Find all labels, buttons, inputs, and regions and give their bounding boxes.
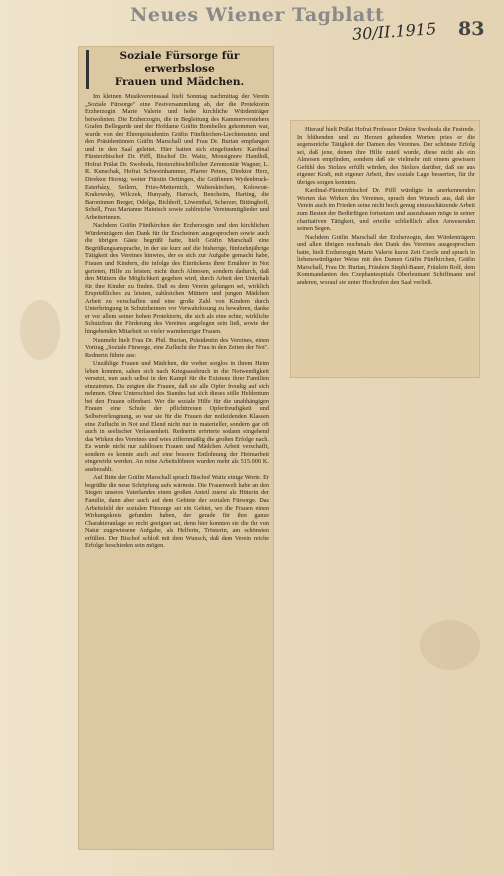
clipping-column-2 xyxy=(290,120,480,378)
headline-line-1: Soziale Fürsorge für erwerbslose xyxy=(119,50,240,75)
handwritten-date: 30/II.1915 xyxy=(351,19,437,44)
paragraph: Unzählige Frauen und Mädchen, die vorher sorglos in ihrem Heim leben konnten, sahen sich nach Kriegsausbruch in die Notwendigkeit versetzt, nun auch selbst in den Kampf für die Existenz ihrer Familien einzutreten. Da zeigten die Frauen, daß sie alle Opfer freudig auf sich nehmen. Ohne Unterschied des Standes hat sich dieses stille Heldentum bei den Frauen offenbart. Wer die soziale Hilfe für die unabhängigen Frauen eine Schule der pflichttreuen Opferfreudigkeit und Selbstverleugnung, so war sie für die Frauen der notleidenden Klassen eine Zuflucht in Not und Elend nicht nur in materieller, sondern gar oft auch in seelischer Verlassenheit. Rednerin erörterte sodann eingehend das Wirken des Vereines und wies ziffernmäßig die großen Erfolge nach. Es wurde nicht nur zahllosen Frauen und Mädchen Arbeit verschafft, sondern es konnte auch auf eine bessere Entlohnung der Heimarbeit eingewirkt werden. An reine Arbeitslöhnen wurden mehr als 515.000 K. ausbezahlt. xyxy=(85,360,269,473)
article-headline xyxy=(86,50,268,89)
clipping-column-1 xyxy=(78,46,274,850)
paragraph: Auf Bitte der Gräfin Marschall sprach Bischof Waitz einige Worte. Er begrüßte die neue Schöpfung aufs wärmste. Die Frauenwelt habe an den Siegen unseres Vaterlandes einen großen Anteil zuerst als Hüterin der Familie, dann aber auch auf dem Gebiete der sozialen Fürsorge. Das Arbeitsfeld der sozialen Fürsorge sei ein Gebiet, wo die Frauen einen Wirkungskreis gefunden haben, der gerade für ihre ganze Charakteranlage so recht geeignet sei, denn hier konnten sie die ihr von Natur zugewiesene Aufgabe, als Helferin, Trösterin, am schönsten erfüllen. Der Bischof schloß mit dem Wunsch, daß dem Verein reiche Erfolge beschieden sein mögen. xyxy=(85,474,269,550)
masthead xyxy=(0,0,504,44)
paragraph: Nunmehr hielt Frau Dr. Phil. Burian, Präsidentin des Vereines, einen Vortrag „Soziale Fürsorge, eine Zuflucht der Frau in den Zeiten der Not". Rednerin führte aus: xyxy=(85,336,269,359)
paragraph: Nachdem Gräfin Marschall der Erzherzogin, den Würdenträgern und allen übrigen nochmals den Dank des Vereines ausgesprochen hatte, hielt Erzherzogin Marie Valerie kurze Zeit Cercle und sprach in liebenswürdigster Weise mit den Damen Gräfin Fünfkirchen, Gräfin Marschall, Frau Dr. Burian, Fräulein Stephl-Bauer, Fräulein Rolf, dem Kommandanten des Czephaniespitals Oberleutnant Schiffmann und anderen, worauf sie unter Hochrufen den Saal verließ. xyxy=(297,233,475,286)
newspaper-title: Neues Wiener Tagblatt xyxy=(130,4,385,26)
paragraph: Hierauf hielt Prälat Hofrat Professor Doktor Swoboda die Festrede. In blühenden und zu Herzen gehenden Worten pries er die segensreiche Tätigkeit der Damen des Vereines. Der schönste Erfolg sei, daß jene, denen ihre Hilfe zuteil wurde, diese nicht als ein Almosen empfinden, sondern daß sie vielmehr mit einem gewissen Gefühl des Stolzes erfüllt würden, des Stolzes darüber, daß sie aus eigener Kraft, mit eigener Arbeit, ihre soziale Lage besserten, für ihr übriges sorgen konnten. xyxy=(297,126,475,186)
paragraph: Kardinal-Fürsterzbischof Dr. Piffl würdigte in anerkennenden Worten das Wirken des Vereines, sprach den Wunsch aus, daß der Verein auch im Frieden seine nicht hoch genug einzuschätzende Arbeit zum Besten der Bedürftigen fortsetzen und auszubauen möge in seiner charitativen Tätigkeit, und erteilte schließlich allen Anwesenden seinen Segen. xyxy=(297,187,475,233)
paragraph: Nachdem Gräfin Fünfkirchen der Erzherzogin und den kirchlichen Würdenträgern den Dank für ihr Erscheinen ausgesprochen sowie auch die übrigen Gäste begrüßt hatte, hielt Gräfin Marschall eine Begrüßungsansprache, in der sie kurz auf die bisherige, fünfzehnjährige Tätigkeit des Vereines hinwies, der es sich zur Aufgabe gemacht habe, Frauen und Kindern, die infolge des Einrückens ihrer Ernährer in Not gerieten, Hilfe zu leisten; nicht durch Almosen, sondern dadurch, daß den Müttern die Möglichkeit gegeben wird, durch Arbeit den Unterhalt für ihre Kinder zu finden. Daß es dem Verein gelungen sei, wirklich Ersprießliches zu leisten, zahlreichen Müttern und jungen Mädchen Arbeit zu verschaffen und eine große Zahl von Kindern durch Unterbringung in Schutzheimen vor Verwahrlosung zu bewahren, danke er vor allem seiner hohen Protektorin, die sich als eine echte, wirkliche Schutzfrau die Förderung des Vereines angelegen sein ließ, sowie der hingebenden Mitarbeit so vieler warmherziger Frauen. xyxy=(85,222,269,335)
paper-stain xyxy=(420,620,480,670)
page-number: 83 xyxy=(458,18,485,40)
headline-line-2: Frauen und Mädchen. xyxy=(114,76,245,88)
article-body-column-1 xyxy=(85,93,269,550)
paragraph: Im kleinen Musikvereinssaal hielt Sonntag nachmittag der Verein „Soziale Fürsorge" eine Festversammlung ab, der die Protektorin Erzherzogin Marie Valerie und hohe kirchliche Würdenträger beiwohnten. Die Erzherzogin, die in Begleitung des Kammervorstehers Grafen Bellegarde und der Hofdame Gräfin Bombelles gekommen war, wurde von der Ehrenpräsidentin Gräfin Fünfkirchen-Liechtenstein und den Präsidentinnen Gräfin Marschall und Frau Dr. Burian empfangen und in den Saal geleitet. Hier hatten sich eingefunden: Kardinal Fürsterzbischof Dr. Piffl, Bischof Dr. Waitz, Monsignore Handloß, Hofrat Prälat Dr. Swoboda, fürsterzbischöflicher Zeremoniär Wagner, L. R. Kunschak, Hofrat Schweinhammer, Pfarrer Peters, Direktor Herz, Direktor Hornig; weiter Fürstin Oettingen, die Gräfinnen Wydenbruck-Esterházy, Seilern, Fries-Metternich, Walterskirchen, Kolowrat-Krakowsky, Wilczek, Hunyady, Harrach, Bencheim, Harting, die Baroninnen Berger, Odelga, Bichhoff, Löwenthal, Scherzer, Bittinghoff, Schell, Frau Marianne Hainisch sowie zahlreiche Vereinsmitglieder und Arbeiterinnen. xyxy=(85,93,269,221)
article-body-column-2 xyxy=(297,126,475,286)
paper-stain xyxy=(20,300,60,360)
